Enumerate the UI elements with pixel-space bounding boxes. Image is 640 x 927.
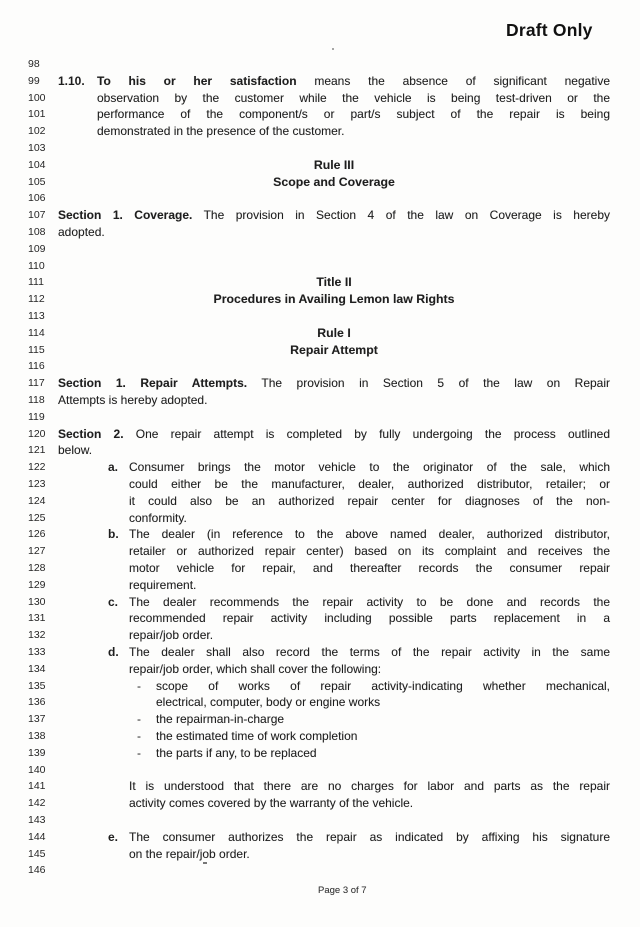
line-text	[58, 476, 610, 493]
item-marker: d.	[108, 645, 119, 659]
line-number: 109	[28, 242, 46, 255]
line-number: 107	[28, 209, 46, 222]
line-text	[58, 442, 610, 459]
line-text	[58, 493, 610, 510]
text-run: Scope and Coverage	[273, 174, 395, 189]
text-run: demonstrated in the presence of the customer.	[97, 124, 345, 139]
text-run: could either be the manufacturer, dealer, authorized distributor, retailer; or	[129, 477, 610, 491]
line-text	[58, 711, 610, 728]
line-number: 113	[28, 310, 45, 322]
document-line	[0, 56, 640, 73]
line-number: 106	[28, 192, 46, 205]
text-run: repair/job order, which shall cover the following:	[129, 661, 382, 676]
text-run: performance of the component/s or part/s subject of the repair is being	[97, 107, 610, 122]
text-run: the parts if any, to be replaced	[156, 745, 317, 760]
document-line	[0, 426, 640, 443]
line-number: 122	[28, 461, 46, 474]
document-line	[0, 493, 640, 510]
document-line	[0, 678, 640, 695]
item-marker: b.	[108, 527, 119, 542]
section-heading	[58, 325, 610, 342]
document-line	[0, 577, 640, 594]
document-line	[0, 745, 640, 762]
text-run: the repairman-in-charge	[156, 712, 285, 727]
line-text	[58, 795, 610, 812]
line-text	[58, 829, 610, 846]
line-text	[58, 123, 610, 140]
document-line	[0, 291, 640, 308]
line-text	[58, 661, 610, 678]
text-run: the estimated time of work completion	[156, 729, 358, 743]
line-number: 116	[28, 360, 45, 373]
line-number: 135	[28, 679, 46, 692]
document-line	[0, 661, 640, 678]
line-number: 119	[28, 410, 45, 423]
line-number: 114	[28, 326, 45, 339]
text-run: requirement.	[129, 577, 197, 592]
line-text	[58, 90, 610, 107]
dash-bullet: -	[137, 678, 141, 693]
text-run: Repair Attempt	[290, 342, 378, 357]
document-line	[0, 274, 640, 291]
line-text	[58, 459, 610, 476]
document-line	[0, 190, 640, 207]
line-text	[58, 694, 610, 711]
line-text	[58, 594, 610, 611]
document-line	[0, 795, 640, 812]
text-run: Rule I	[317, 325, 351, 340]
line-number: 99	[28, 74, 40, 87]
item-marker: a.	[108, 460, 119, 475]
line-text	[58, 644, 610, 661]
document-line	[0, 762, 640, 779]
document-line	[0, 106, 640, 123]
line-number: 138	[28, 730, 46, 742]
document-line	[0, 241, 640, 258]
document-line	[0, 510, 640, 527]
line-number: 129	[28, 578, 46, 591]
line-number: 120	[28, 427, 46, 440]
dash-bullet: -	[137, 712, 141, 727]
item-marker: 1.10.	[58, 73, 85, 88]
document-line	[0, 711, 640, 728]
line-number: 112	[28, 293, 45, 306]
text-run: Consumer brings the motor vehicle to the originator of the sale, which	[129, 460, 610, 475]
document-line	[0, 610, 640, 627]
section-heading	[58, 291, 610, 308]
line-number: 111	[28, 276, 44, 289]
line-text	[58, 745, 610, 762]
document-line	[0, 560, 640, 577]
document-line	[0, 594, 640, 611]
text-run: Rule III	[313, 157, 355, 172]
line-number: 126	[28, 528, 46, 541]
document-line	[0, 90, 640, 107]
text-run: it could also be an authorized repair center for diagnoses of the non-	[129, 493, 610, 508]
document-line	[0, 308, 640, 325]
text-run: observation by the customer while the vehicle is being test-driven or the	[97, 90, 610, 105]
text-run: recommended repair activity including possible parts replacement in a	[129, 611, 610, 626]
text-run: motor vehicle for repair, and thereafter records the consumer repair	[129, 561, 610, 575]
text-run: Section 1. Repair Attempts. The provision in Section 5 of the law on Repair	[58, 376, 610, 391]
document-line	[0, 358, 640, 375]
document-line	[0, 812, 640, 829]
text-run: Section 2. One repair attempt is completed by fully undergoing the process outlined	[58, 426, 611, 441]
document-line	[0, 140, 640, 157]
line-text	[58, 610, 610, 627]
line-number: 108	[28, 226, 46, 238]
document-line	[0, 627, 640, 644]
text-run: The dealer shall also record the terms of the repair activity in the same	[129, 645, 610, 659]
line-text	[58, 510, 610, 527]
document-line	[0, 728, 640, 745]
line-number: 105	[28, 175, 46, 188]
line-text	[58, 728, 610, 745]
text-run: The dealer recommends the repair activity to be done and records the	[129, 594, 610, 609]
line-number: 100	[28, 91, 46, 104]
line-number: 102	[28, 125, 46, 138]
document-line	[0, 325, 640, 342]
text-run: on the repair/job order.	[129, 846, 250, 861]
section-heading	[58, 274, 610, 291]
line-text	[58, 392, 610, 409]
text-run: repair/job order.	[129, 628, 214, 643]
line-text	[58, 560, 610, 577]
line-number: 145	[28, 847, 46, 860]
document-line	[0, 157, 640, 174]
section-heading	[58, 157, 610, 174]
line-text	[58, 375, 610, 392]
line-text	[58, 73, 610, 90]
line-number: 127	[28, 545, 46, 558]
text-run: Section 1. Coverage. The provision in Section 4 of the law on Coverage is hereby	[58, 208, 610, 223]
document-line	[0, 224, 640, 241]
line-number: 139	[28, 746, 46, 759]
item-marker: c.	[108, 594, 119, 609]
text-run: below.	[58, 443, 93, 458]
dash-bullet: -	[137, 729, 141, 743]
line-text	[58, 778, 610, 795]
line-number: 98	[28, 58, 40, 70]
document-line	[0, 644, 640, 661]
document-line	[0, 392, 640, 409]
document-line	[0, 526, 640, 543]
line-text	[58, 678, 610, 695]
line-text	[58, 846, 610, 863]
text-run: scope of works of repair activity-indicating whether mechanical,	[156, 678, 610, 693]
line-number: 103	[28, 142, 46, 154]
document-line	[0, 778, 640, 795]
document-line	[0, 207, 640, 224]
text-run: It is understood that there are no charges for labor and parts as the repair	[129, 779, 610, 794]
document-line	[0, 409, 640, 426]
text-run: electrical, computer, body or engine works	[156, 695, 381, 710]
line-number: 141	[28, 780, 46, 793]
line-number: 124	[28, 494, 46, 507]
document-line	[0, 73, 640, 90]
document-line	[0, 694, 640, 711]
dash-bullet: -	[137, 745, 141, 760]
line-text	[58, 526, 610, 543]
line-number: 137	[28, 713, 46, 726]
line-number: 118	[28, 394, 45, 406]
line-number: 104	[28, 158, 46, 171]
line-number: 110	[28, 259, 45, 272]
document-line	[0, 375, 640, 392]
line-number: 115	[28, 343, 45, 356]
line-number: 136	[28, 696, 46, 709]
line-text	[58, 207, 610, 224]
document-line	[0, 123, 640, 140]
text-run: Title II	[316, 275, 352, 290]
text-run: activity comes covered by the warranty of the vehicle.	[129, 796, 414, 811]
line-number: 131	[28, 612, 46, 625]
page-number-footer: Page 3 of 7	[318, 885, 367, 896]
document-line	[0, 258, 640, 275]
line-number: 132	[28, 629, 46, 642]
text-run: conformity.	[129, 510, 187, 525]
line-number: 140	[28, 763, 46, 776]
text-run: The consumer authorizes the repair as indicated by affixing his signature	[129, 829, 610, 844]
line-number: 123	[28, 478, 46, 490]
line-number: 146	[28, 864, 46, 877]
document-line	[0, 342, 640, 359]
document-line	[0, 174, 640, 191]
document-line	[0, 543, 640, 560]
line-text	[58, 577, 610, 594]
line-number: 134	[28, 662, 46, 675]
document-line	[0, 442, 640, 459]
document-line	[0, 459, 640, 476]
section-heading	[58, 342, 610, 359]
line-number: 133	[28, 646, 46, 658]
text-run: adopted.	[58, 225, 105, 239]
text-run: The dealer (in reference to the above named dealer, authorized distributor,	[129, 527, 610, 542]
line-number: 130	[28, 595, 46, 608]
text-run: retailer or authorized repair center) based on its complaint and receives the	[129, 544, 610, 559]
line-text	[58, 106, 610, 123]
line-number: 143	[28, 814, 46, 826]
section-heading	[58, 174, 610, 191]
scan-artifact-dash	[203, 862, 207, 864]
line-text	[58, 543, 610, 560]
text-run: To his or her satisfaction means the absence of significant negative	[97, 73, 610, 88]
line-text	[58, 426, 610, 443]
line-number: 142	[28, 797, 46, 810]
line-number: 101	[28, 108, 46, 121]
document-line	[0, 846, 640, 863]
text-run: Procedures in Availing Lemon law Rights	[213, 292, 455, 307]
draft-only-watermark: Draft Only	[506, 20, 593, 40]
line-text	[58, 627, 610, 644]
line-number: 144	[28, 830, 46, 843]
line-text	[58, 224, 610, 241]
document-line	[0, 862, 640, 879]
text-run: Attempts is hereby adopted.	[58, 393, 208, 407]
item-marker: e.	[108, 829, 119, 844]
document-line	[0, 829, 640, 846]
line-number: 121	[28, 444, 46, 457]
line-number: 128	[28, 562, 46, 574]
document-line	[0, 476, 640, 493]
line-number: 125	[28, 511, 46, 524]
line-number: 117	[28, 377, 45, 390]
